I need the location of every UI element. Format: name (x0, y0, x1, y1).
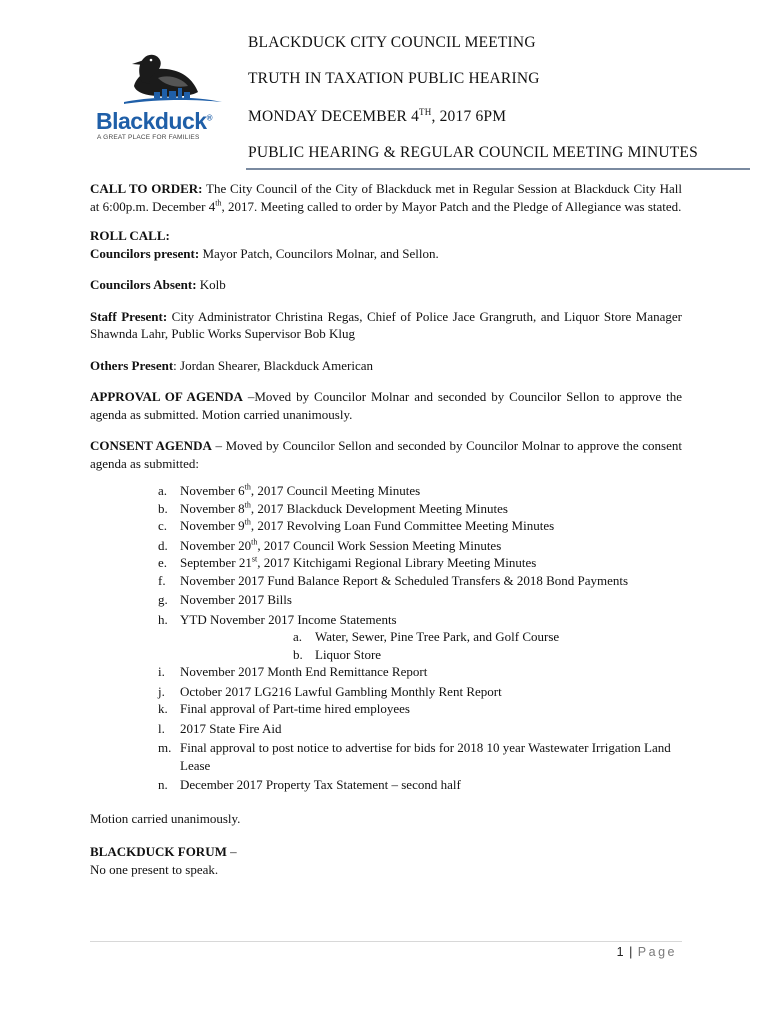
list-item: e. September 21st, 2017 Kitchigami Regional Library Meeting Minutes (158, 554, 537, 570)
header-subtitle: TRUTH IN TAXATION PUBLIC HEARING (248, 70, 540, 87)
city-logo (94, 52, 244, 147)
consent-agenda-list (90, 482, 682, 794)
list-item: f. November 2017 Fund Balance Report & Scheduled Transfers & 2018 Bond Payments (158, 572, 629, 588)
councilors-present: Councilors present: Mayor Patch, Councilors Molnar, and Sellon. (90, 245, 439, 261)
list-item: a. Water, Sewer, Pine Tree Park, and Golf Course (293, 629, 560, 644)
consent-agenda: CONSENT AGENDA – Moved by Councilor Sellon and seconded by Councilor Molnar to approve the consent agenda as submitted: (90, 438, 683, 471)
page-number: 1 | Page (616, 945, 677, 959)
list-item: l. 2017 State Fire Aid (158, 720, 282, 736)
list-item: a. November 6th, 2017 Council Meeting Minutes (158, 482, 421, 498)
duck-icon (94, 52, 244, 112)
footer-rule (90, 941, 682, 942)
list-item: n. December 2017 Property Tax Statement – second half (158, 777, 461, 792)
logo-wordmark: Blackduck® (96, 108, 212, 134)
call-to-order-paragraph: CALL TO ORDER: The City Council of the City of Blackduck met in Regular Session at Blackduck City Hall at 6:00p.m. December 4th, 2017. Meeting called to order by Mayor Patch and the Pledge of Allegiance was stated. (90, 181, 682, 214)
list-item: b. Liquor Store (293, 646, 382, 662)
list-item: h. YTD November 2017 Income Statements a. Water, Sewer, Pine Tree Park, and Golf Course b. Liquor Store (90, 611, 682, 664)
list-item: k. Final approval of Part-time hired employees (158, 701, 410, 716)
header-date: MONDAY DECEMBER 4TH, 2017 6PM (248, 107, 507, 126)
header-meeting-type: PUBLIC HEARING & REGULAR COUNCIL MEETING MINUTES (248, 144, 698, 161)
list-item: j. October 2017 LG216 Lawful Gambling Monthly Rent Report (158, 683, 502, 699)
list-item: b. November 8th, 2017 Blackduck Development Meeting Minutes (158, 500, 508, 516)
list-item: i. November 2017 Month End Remittance Report (158, 664, 428, 679)
list-item: m. Final approval to post notice to advertise for bids for 2018 10 year Wastewater Irrigation Land Lease (158, 740, 671, 773)
forum-text: No one present to speak. (90, 861, 219, 877)
header-rule (246, 168, 750, 170)
income-statements-sublist (180, 628, 682, 663)
roll-call-heading: ROLL CALL: (90, 228, 170, 243)
others-present: Others Present: Jordan Shearer, Blackduck American (90, 357, 373, 373)
list-item: d. November 20th, 2017 Council Work Session Meeting Minutes (158, 537, 502, 553)
list-item: c. November 9th, 2017 Revolving Loan Fund Committee Meeting Minutes (158, 517, 555, 533)
forum-heading: BLACKDUCK FORUM – (90, 844, 237, 859)
motion-carried: Motion carried unanimously. (90, 810, 241, 826)
list-item: g. November 2017 Bills (158, 592, 292, 607)
staff-present: Staff Present: City Administrator Christina Regas, Chief of Police Jace Grangruth, and Liquor Store Manager Shawnda Lahr, Public Works Supervisor Bob Klug (90, 308, 682, 341)
councilors-absent: Councilors Absent: Kolb (90, 277, 226, 292)
logo-tagline: A GREAT PLACE FOR FAMILIES (97, 134, 200, 141)
header-title: BLACKDUCK CITY COUNCIL MEETING (248, 34, 536, 51)
minutes-body (90, 180, 682, 878)
approval-of-agenda: APPROVAL OF AGENDA –Moved by Councilor Molnar and seconded by Councilor Sellon to approve the agenda as submitted. Motion carried unanimously. (90, 389, 683, 422)
